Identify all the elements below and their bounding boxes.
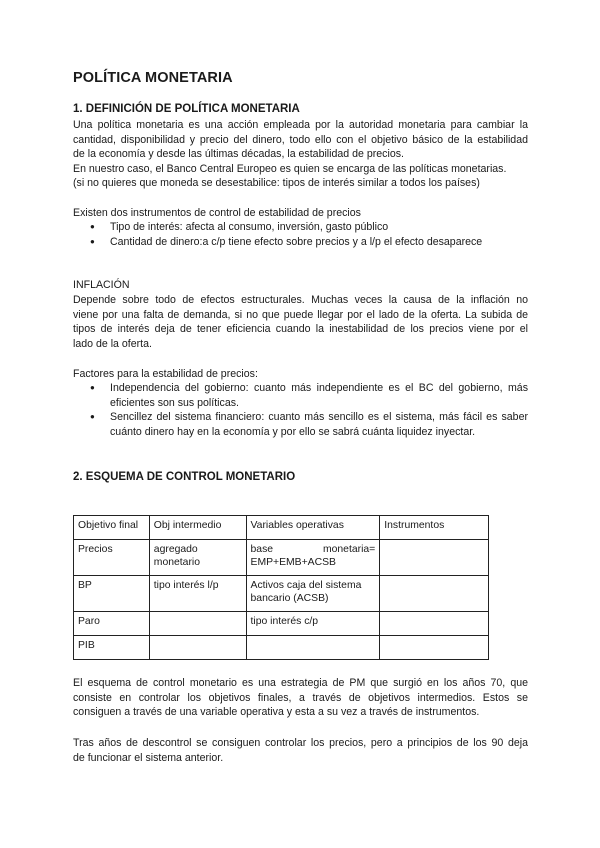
table-cell: Activos caja del sistema bancario (ACSB)	[246, 576, 380, 612]
inflation-paragraph	[73, 293, 528, 351]
list-item: ● Sencillez del sistema financiero: cuanto más sencillo es el sistema, más fácil es saber cuánto dinero hay en la economía y por ello se sabrá cuánta liquidez inyectar.	[73, 410, 528, 439]
text-line: El esquema de control monetario es una estrategia de PM que surgió en los años 70, que	[73, 677, 528, 689]
text-line: Depende sobre todo de efectos estructurales. Muchas veces la causa de la inflación no	[73, 294, 528, 306]
table-cell	[380, 576, 489, 612]
table-header-cell: Obj intermedio	[149, 516, 246, 540]
table-cell: Precios	[74, 540, 150, 576]
text-line: Tras años de descontrol se consiguen controlar los precios, pero a principios de los 90 deja	[73, 737, 528, 749]
table-cell	[246, 636, 380, 660]
definition-paragraph	[73, 118, 528, 191]
scheme-paragraph	[73, 676, 528, 720]
table-cell: base monetaria= EMP+EMB+ACSB	[246, 540, 380, 576]
text-line: En nuestro caso, el Banco Central Europeo es quien se encarga de las políticas monetarias.	[73, 162, 507, 175]
table-cell: agregado monetario	[149, 540, 246, 576]
section-2-heading: 2. ESQUEMA DE CONTROL MONETARIO	[73, 471, 296, 483]
page-title: POLÍTICA MONETARIA	[73, 70, 233, 86]
instruments-list	[73, 220, 528, 249]
factors-list	[73, 381, 528, 439]
list-item: ● Independencia del gobierno: cuanto más independiente es el BC del gobierno, más eficientes son sus políticas.	[73, 381, 528, 410]
history-paragraph	[73, 736, 528, 765]
instruments-intro: Existen dos instrumentos de control de estabilidad de precios	[73, 207, 361, 219]
text-line: Una política monetaria es una acción empleada por la autoridad monetaria para cambiar la	[73, 119, 528, 131]
table-header-row	[74, 516, 489, 540]
table-row	[74, 636, 489, 660]
text-line: viene por una falta de demanda, si no que puede llegar por el lado de la oferta. La subida de	[73, 308, 528, 321]
table-cell: BP	[74, 576, 150, 612]
text-line: de la economía y desde las últimas décadas, la estabilidad de precios.	[73, 148, 404, 161]
text-line: (si no quieres que moneda se desestabilice: tipos de interés similar a todos los países)	[73, 177, 480, 190]
table-cell: Paro	[74, 612, 150, 636]
table-header-cell: Objetivo final	[74, 516, 150, 540]
table-cell	[149, 612, 246, 636]
table-header-cell: Instrumentos	[380, 516, 489, 540]
table-cell: tipo interés c/p	[246, 612, 380, 636]
table-cell: PIB	[74, 636, 150, 660]
table-cell: tipo interés l/p	[149, 576, 246, 612]
table-cell	[380, 540, 489, 576]
monetary-control-table	[73, 515, 489, 660]
table-cell	[149, 636, 246, 660]
text-line: consiste en controlar los objetivos finales, a través de objetivos intermedios. Estos se	[73, 691, 528, 704]
table-header-cell: Variables operativas	[246, 516, 380, 540]
table-row	[74, 612, 489, 636]
table-cell	[380, 636, 489, 660]
table-row	[74, 540, 489, 576]
table-row	[74, 576, 489, 612]
text-line: lado de la oferta.	[73, 337, 152, 350]
list-item: ● Cantidad de dinero:a c/p tiene efecto sobre precios y a l/p el efecto desaparece	[73, 235, 528, 250]
list-item: ● Tipo de interés: afecta al consumo, inversión, gasto público	[73, 220, 528, 235]
section-1-heading: 1. DEFINICIÓN DE POLÍTICA MONETARIA	[73, 103, 300, 115]
table-cell	[380, 612, 489, 636]
factors-intro: Factores para la estabilidad de precios:	[73, 368, 258, 380]
text-line: tipos de interés deja de tener eficiencia cuando la inestabilidad de los precios viene por el	[73, 323, 528, 336]
text-line: de funcionar el sistema anterior.	[73, 751, 224, 764]
inflation-heading: INFLACIÓN	[73, 279, 130, 291]
text-line: consiguen a través de una variable operativa y esta a su vez a través de instrumentos.	[73, 706, 480, 719]
text-line: cantidad, disponibilidad y precio del dinero, todo ello con el objetivo básico de la estabilidad	[73, 133, 528, 146]
